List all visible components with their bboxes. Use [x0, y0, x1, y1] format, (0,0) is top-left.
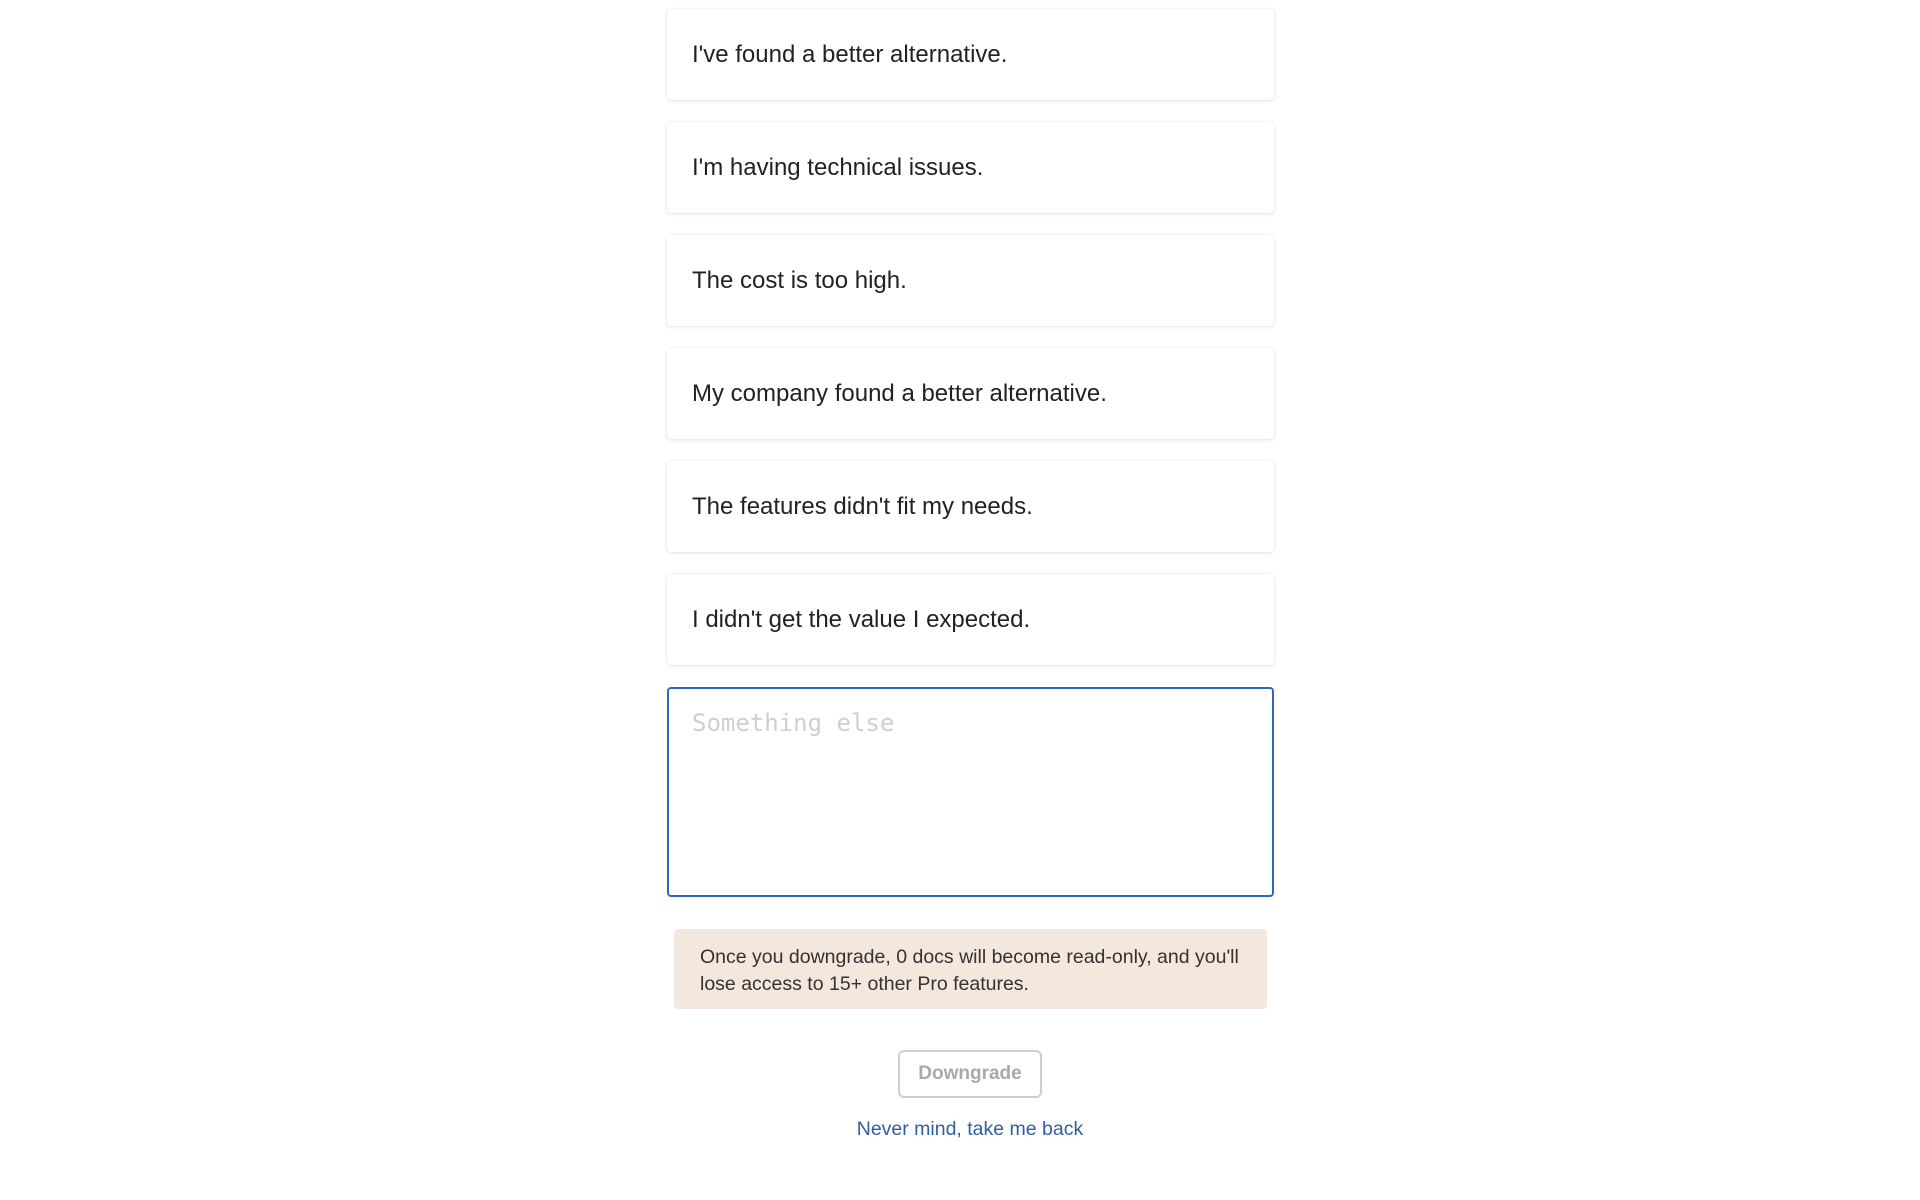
something-else-textarea[interactable] — [667, 687, 1274, 897]
reason-option-value-not-expected[interactable] — [667, 574, 1274, 665]
never-mind-link[interactable]: Never mind, take me back — [856, 1118, 1084, 1140]
downgrade-warning-notice — [674, 929, 1267, 1009]
reason-option-label: I didn't get the value I expected. — [692, 605, 1031, 633]
reason-option-label: I'm having technical issues. — [692, 153, 984, 181]
reason-option-features-not-fit[interactable] — [667, 461, 1274, 552]
reason-option-label: My company found a better alternative. — [692, 379, 1107, 407]
reason-option-label: The cost is too high. — [692, 266, 907, 294]
reason-option-cost-too-high[interactable] — [667, 235, 1274, 326]
downgrade-button[interactable]: Downgrade — [898, 1050, 1042, 1098]
reason-option-technical-issues[interactable] — [667, 122, 1274, 213]
reason-option-better-alternative[interactable] — [667, 9, 1274, 100]
reason-option-label: I've found a better alternative. — [692, 40, 1008, 68]
reason-options-list — [667, 9, 1274, 687]
reason-option-company-alternative[interactable] — [667, 348, 1274, 439]
notice-text: Once you downgrade, 0 docs will become read-only, and you'll lose access to 15+ other Pro features. — [700, 946, 1239, 995]
reason-option-label: The features didn't fit my needs. — [692, 492, 1033, 520]
